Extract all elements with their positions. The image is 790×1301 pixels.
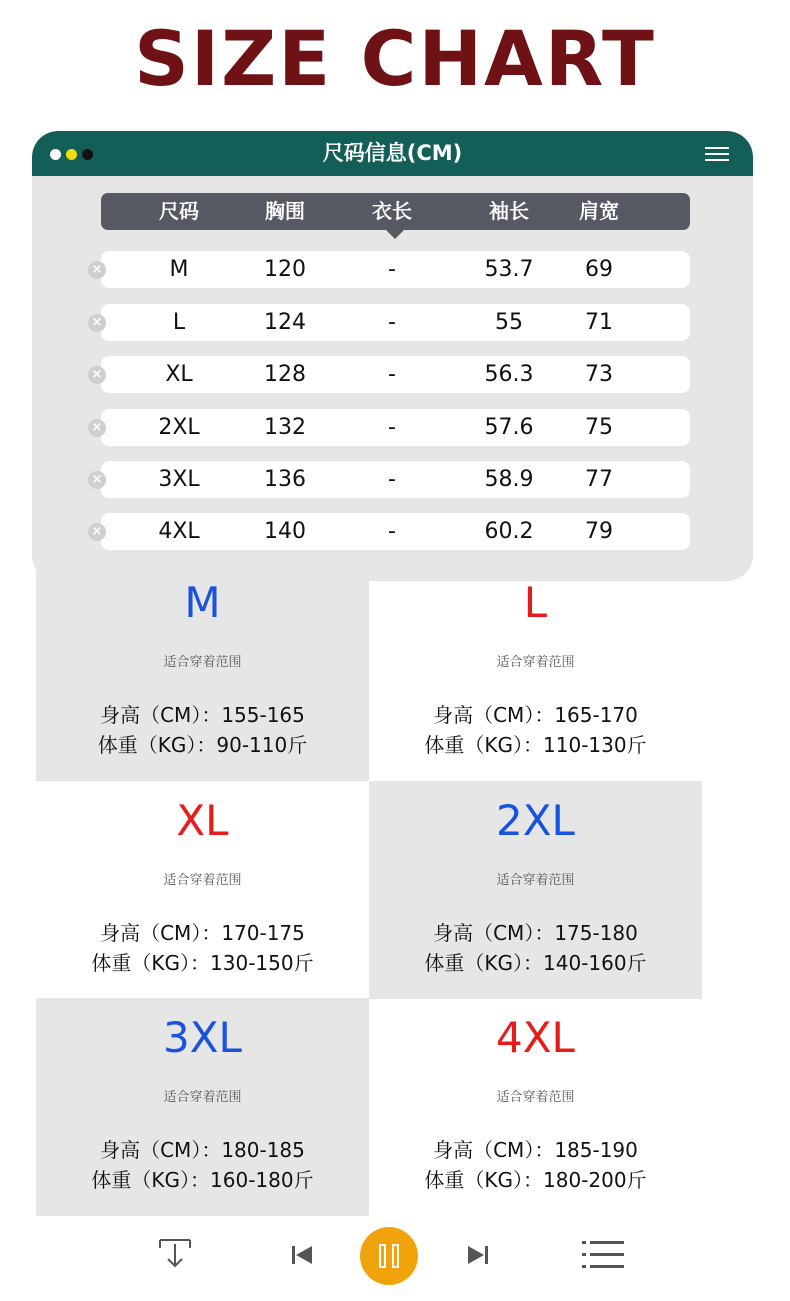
- cell-shoulder: 75: [585, 415, 613, 440]
- header-size: 尺码: [159, 199, 199, 223]
- size-card-m: [36, 563, 369, 781]
- range-subtitle: 适合穿着范围: [163, 655, 242, 670]
- cell-shoulder: 71: [585, 310, 613, 335]
- cell-length: -: [388, 310, 396, 335]
- size-card-4xl: [369, 998, 702, 1216]
- pause-icon: [379, 1244, 386, 1268]
- weight-range: 体重（KG）：140-160斤: [424, 951, 647, 975]
- header-length: 衣长: [372, 199, 412, 223]
- table-row: [91, 513, 690, 550]
- cell-length: -: [388, 467, 396, 492]
- range-subtitle: 适合穿着范围: [163, 1090, 242, 1105]
- pause-button[interactable]: [360, 1227, 418, 1285]
- player-bar: [0, 1215, 790, 1301]
- cell-sleeve: 55: [495, 310, 523, 335]
- weight-range: 体重（KG）：90-110斤: [97, 733, 308, 757]
- cell-length: -: [388, 415, 396, 440]
- table-row: [91, 461, 690, 498]
- header-sleeve: 袖长: [489, 199, 529, 223]
- table-row: [91, 304, 690, 341]
- height-range: 身高（CM）：175-180: [433, 921, 638, 945]
- size-card-2xl: [369, 781, 702, 999]
- cell-sleeve: 60.2: [484, 519, 534, 544]
- cell-sleeve: 53.7: [484, 257, 534, 282]
- download-icon[interactable]: [158, 1238, 192, 1270]
- size-card-xl: [36, 781, 369, 999]
- size-info-window: [32, 131, 753, 581]
- height-range: 身高（CM）：170-175: [100, 921, 305, 945]
- cell-size: M: [169, 257, 189, 282]
- range-subtitle: 适合穿着范围: [163, 873, 242, 888]
- cell-size: 3XL: [158, 467, 200, 492]
- list-icon[interactable]: [582, 1239, 624, 1271]
- height-range: 身高（CM）：165-170: [433, 703, 638, 727]
- size-label: 4XL: [496, 1013, 575, 1062]
- size-label: 2XL: [496, 796, 575, 845]
- size-label: L: [523, 578, 548, 627]
- close-icon[interactable]: ×: [88, 419, 106, 437]
- cell-sleeve: 58.9: [484, 467, 534, 492]
- pause-icon: [392, 1244, 399, 1268]
- cell-length: -: [388, 362, 396, 387]
- table-header: [101, 193, 690, 230]
- range-subtitle: 适合穿着范围: [496, 1090, 575, 1105]
- close-icon[interactable]: ×: [88, 314, 106, 332]
- cell-size: 2XL: [158, 415, 200, 440]
- cell-size: 4XL: [158, 519, 200, 544]
- size-card-3xl: [36, 998, 369, 1216]
- close-icon[interactable]: ×: [88, 366, 106, 384]
- cell-size: L: [172, 310, 186, 335]
- cell-size: XL: [165, 362, 193, 387]
- table-row: [91, 409, 690, 446]
- close-icon[interactable]: ×: [88, 523, 106, 541]
- height-range: 身高（CM）：180-185: [100, 1138, 305, 1162]
- cell-length: -: [388, 257, 396, 282]
- cell-length: -: [388, 519, 396, 544]
- cell-sleeve: 56.3: [484, 362, 534, 387]
- size-label: XL: [176, 796, 229, 845]
- menu-icon[interactable]: [705, 147, 729, 161]
- cell-shoulder: 77: [585, 467, 613, 492]
- close-icon[interactable]: ×: [88, 261, 106, 279]
- cell-chest: 132: [264, 415, 306, 440]
- cell-chest: 136: [264, 467, 306, 492]
- size-label: 3XL: [163, 1013, 242, 1062]
- range-subtitle: 适合穿着范围: [496, 873, 575, 888]
- cell-chest: 120: [264, 257, 306, 282]
- weight-range: 体重（KG）：160-180斤: [91, 1168, 314, 1192]
- height-range: 身高（CM）：155-165: [100, 703, 305, 727]
- header-chest: 胸围: [265, 199, 305, 223]
- weight-range: 体重（KG）：180-200斤: [424, 1168, 647, 1192]
- table-row: [91, 251, 690, 288]
- cell-chest: 124: [264, 310, 306, 335]
- window-title: 尺码信息(CM): [322, 141, 463, 165]
- page-title: SIZE CHART: [134, 14, 656, 103]
- cell-shoulder: 73: [585, 362, 613, 387]
- table-row: [91, 356, 690, 393]
- weight-range: 体重（KG）：110-130斤: [424, 733, 647, 757]
- size-label: M: [184, 578, 221, 627]
- cell-sleeve: 57.6: [484, 415, 534, 440]
- header-shoulder: 肩宽: [579, 199, 619, 223]
- cell-shoulder: 69: [585, 257, 613, 282]
- size-card-l: [369, 563, 702, 781]
- range-subtitle: 适合穿着范围: [496, 655, 575, 670]
- next-icon[interactable]: [466, 1243, 490, 1267]
- cell-chest: 140: [264, 519, 306, 544]
- cell-chest: 128: [264, 362, 306, 387]
- cell-shoulder: 79: [585, 519, 613, 544]
- weight-range: 体重（KG）：130-150斤: [91, 951, 314, 975]
- close-icon[interactable]: ×: [88, 471, 106, 489]
- window-titlebar: [32, 131, 753, 176]
- previous-icon[interactable]: [290, 1243, 314, 1267]
- height-range: 身高（CM）：185-190: [433, 1138, 638, 1162]
